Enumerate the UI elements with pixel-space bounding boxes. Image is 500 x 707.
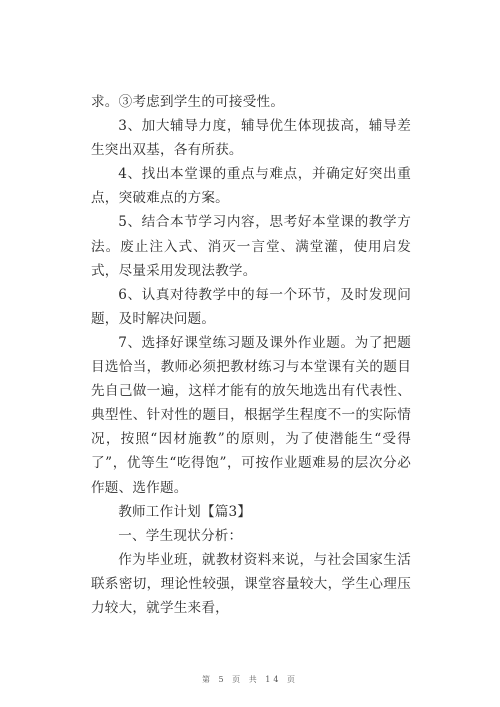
paragraph-item-6: 6、认真对待教学中的每一个环节，及时发现问题，及时解决问题。	[91, 286, 411, 327]
page-number-footer: 第 5 页 共 14 页	[202, 675, 298, 684]
paragraph-item-4: 4、找出本堂课的重点与难点，并确定好突出重点，突破难点的方案。	[91, 166, 411, 207]
paragraph-student-analysis: 作为毕业班，就教材资料来说，与社会国家生活联系密切，理论性较强，课堂容量较大，学生心理压力较大，就学生来看，	[91, 551, 411, 616]
paragraph-item-3: 3、加大辅导力度，辅导优生体现拔高，辅导差生突出双基，各有所获。	[91, 118, 411, 159]
paragraph-item-5: 5、结合本节学习内容，思考好本堂课的教学方法。废止注入式、消灭一言堂、满堂灌，使用启发式，尽量采用发现法教学。	[91, 214, 411, 279]
section-heading: 教师工作计划【篇3】	[118, 503, 252, 520]
paragraph-continuation: 求。③考虑到学生的可接受性。	[91, 94, 285, 110]
page-body	[91, 90, 411, 620]
subsection-heading: 一、学生现状分析：	[118, 527, 243, 544]
paragraph-item-7: 7、选择好课堂练习题及课外作业题。为了把题目选恰当，教师必须把教材练习与本堂课有关的题目先自己做一遍，这样才能有的放矢地选出有代表性、典型性、针对性的题目，根据学生程度不一的实际情况，按照“因材施教”的原则，为了使潜能生“受得了”，优等生“吃得饱”，可按作业题难易的层次分必作题、选作题。	[91, 334, 411, 496]
